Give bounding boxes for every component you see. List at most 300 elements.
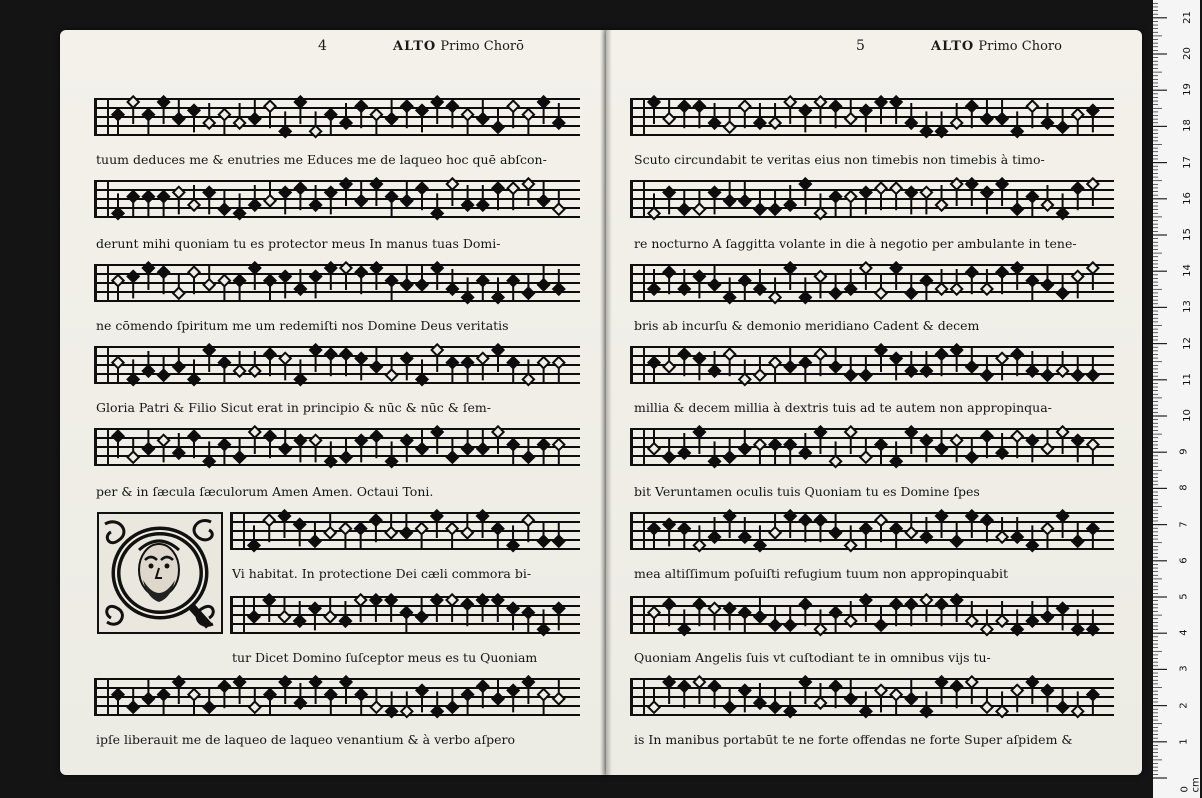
music-staff: [96, 264, 580, 302]
music-note: [694, 101, 705, 129]
music-note: [385, 513, 396, 539]
music-note: [416, 597, 427, 623]
music-note: [1027, 435, 1038, 463]
music-note: [264, 594, 275, 622]
music-note: [709, 603, 720, 631]
music-note: [860, 355, 871, 381]
music-note: [1072, 271, 1083, 299]
music-note: [1072, 609, 1083, 635]
lyric-line: bit Veruntamen oculis tuis Quoniam tu es Domine ſpes: [634, 484, 980, 499]
music-note: [340, 103, 351, 129]
music-note: [204, 103, 215, 129]
music-note: [477, 681, 488, 709]
music-note: [446, 594, 457, 622]
ruler-number: 0 cm: [1179, 777, 1202, 793]
music-note: [875, 273, 886, 299]
music-note: [996, 267, 1007, 295]
music-note: [249, 426, 260, 454]
music-note: [996, 691, 1007, 717]
music-note: [538, 439, 549, 466]
music-note: [1087, 355, 1098, 381]
music-note: [966, 510, 977, 538]
music-note: [1042, 355, 1053, 381]
music-note: [492, 426, 503, 454]
music-note: [431, 594, 442, 622]
music-note: [310, 435, 321, 463]
music-note: [416, 265, 427, 291]
music-note: [280, 187, 291, 215]
music-note: [906, 679, 917, 705]
music-note: [906, 103, 917, 129]
music-note: [295, 359, 306, 385]
music-note: [401, 101, 412, 129]
music-note: [462, 599, 473, 627]
music-note: [234, 676, 245, 704]
music-note: [294, 601, 305, 627]
music-note: [754, 439, 765, 466]
music-note: [663, 676, 674, 704]
music-note: [936, 676, 947, 704]
music-note: [416, 685, 427, 713]
music-note: [279, 510, 290, 538]
music-note: [739, 181, 750, 207]
music-note: [492, 679, 503, 705]
right-page-number: 5: [856, 38, 865, 54]
music-note: [936, 111, 947, 137]
music-note: [325, 109, 336, 136]
music-note: [1087, 609, 1098, 635]
music-note: [295, 183, 306, 211]
music-note: [249, 687, 260, 713]
music-note: [694, 599, 705, 627]
music-note: [325, 597, 336, 623]
music-note: [432, 193, 443, 219]
ruler-number: 2: [1178, 701, 1190, 709]
music-note: [462, 429, 473, 455]
music-note: [739, 429, 750, 455]
music-note: [401, 513, 412, 539]
music-note: [173, 676, 184, 704]
music-note: [128, 687, 139, 713]
music-note: [860, 105, 871, 133]
music-note: [340, 523, 351, 550]
music-note: [386, 441, 397, 467]
music-note: [981, 355, 992, 381]
music-note: [800, 676, 811, 704]
music-note: [830, 347, 841, 373]
music-note: [447, 437, 458, 463]
music-note: [1057, 273, 1068, 299]
music-note: [325, 513, 336, 539]
music-note: [356, 101, 367, 129]
music-note: [158, 355, 169, 381]
lyric-line: Gloria Patri & Filio Sicut erat in principio & nūc & nūc & ſem-: [96, 400, 491, 415]
music-note: [371, 347, 382, 373]
music-note: [830, 101, 841, 129]
lyric-line: derunt mihi quoniam tu es protector meus In manus tuas Domi-: [96, 236, 501, 251]
music-note: [1057, 193, 1068, 219]
music-note: [754, 597, 765, 623]
music-note: [890, 183, 901, 211]
music-note: [769, 513, 780, 539]
music-note: [355, 523, 366, 550]
music-note: [477, 353, 488, 381]
music-note: [1042, 103, 1053, 129]
music-note: [724, 437, 735, 463]
music-staff: [96, 346, 580, 384]
music-note: [401, 607, 412, 634]
music-note: [951, 178, 962, 206]
music-note: [875, 685, 886, 713]
music-note: [739, 517, 750, 543]
music-note: [219, 275, 230, 302]
music-note: [280, 271, 291, 299]
music-note: [815, 349, 826, 377]
music-note: [845, 99, 856, 125]
music-note: [248, 525, 259, 551]
music-note: [112, 357, 123, 384]
music-note: [709, 351, 720, 377]
music-note: [234, 103, 245, 129]
music-note: [769, 439, 780, 466]
music-note: [553, 269, 564, 295]
music-note: [401, 265, 412, 291]
music-note: [1027, 351, 1038, 377]
music-note: [340, 601, 351, 627]
music-note: [754, 189, 765, 215]
music-note: [845, 601, 856, 627]
music-note: [386, 691, 397, 717]
music-note: [1072, 521, 1083, 547]
music-note: [508, 101, 519, 129]
music-note: [1042, 523, 1053, 550]
music-note: [724, 603, 735, 631]
music-note: [280, 676, 291, 704]
music-staff: [96, 428, 580, 466]
music-note: [890, 262, 901, 290]
ruler-number: 8: [1178, 484, 1190, 492]
music-note: [128, 437, 139, 463]
ruler-number: 16: [1181, 191, 1193, 205]
music-note: [462, 357, 473, 384]
music-note: [462, 185, 473, 211]
music-note: [1087, 105, 1098, 133]
music-note: [128, 359, 139, 385]
music-note: [310, 344, 321, 372]
music-note: [204, 187, 215, 215]
music-note: [906, 351, 917, 377]
music-note: [769, 605, 780, 631]
music-note: [523, 437, 534, 463]
music-note: [219, 357, 230, 384]
music-note: [188, 689, 199, 716]
music-note: [800, 277, 811, 303]
music-note: [845, 679, 856, 705]
music-note: [648, 687, 659, 713]
music-note: [477, 594, 488, 622]
music-note: [112, 109, 123, 136]
music-note: [860, 262, 871, 290]
music-note: [724, 687, 735, 713]
music-note: [264, 275, 275, 302]
music-note: [340, 676, 351, 704]
music-note: [679, 609, 690, 635]
music-note: [325, 262, 336, 290]
music-note: [188, 267, 199, 295]
music-staff: [632, 512, 1114, 550]
lyric-line: per & in ſæcula ſæculorum Amen Amen. Octaui Toni.: [96, 484, 434, 499]
music-note: [325, 689, 336, 716]
music-note: [951, 594, 962, 622]
ruler-number: 17: [1181, 155, 1193, 169]
music-note: [219, 109, 230, 136]
music-note: [648, 96, 659, 124]
music-note: [981, 609, 992, 635]
music-note: [219, 189, 230, 215]
music-note: [663, 347, 674, 373]
music-note: [508, 685, 519, 713]
music-note: [890, 353, 901, 381]
music-note: [890, 689, 901, 716]
music-note: [981, 99, 992, 125]
music-note: [416, 105, 427, 133]
ruler-number: 19: [1181, 83, 1193, 97]
music-note: [538, 265, 549, 291]
music-note: [648, 607, 659, 634]
music-note: [785, 347, 796, 373]
music-note: [204, 687, 215, 713]
music-note: [1072, 183, 1083, 211]
music-note: [754, 683, 765, 709]
music-note: [523, 273, 534, 299]
music-note: [709, 265, 720, 291]
music-note: [724, 181, 735, 207]
music-note: [800, 105, 811, 133]
music-note: [234, 275, 245, 302]
music-note: [477, 510, 488, 538]
music-note: [264, 181, 275, 207]
music-note: [553, 103, 564, 129]
music-note: [830, 273, 841, 299]
music-note: [1087, 523, 1098, 550]
music-note: [981, 515, 992, 543]
music-note: [966, 676, 977, 704]
music-note: [416, 523, 427, 550]
music-note: [1057, 107, 1068, 133]
music-note: [447, 101, 458, 129]
music-note: [951, 521, 962, 547]
music-note: [309, 521, 320, 547]
music-note: [966, 178, 977, 206]
music-note: [709, 187, 720, 215]
music-note: [492, 277, 503, 303]
music-note: [694, 426, 705, 454]
music-note: [294, 519, 305, 547]
music-note: [553, 521, 564, 547]
music-note: [769, 357, 780, 384]
music-note: [158, 435, 169, 463]
music-note: [325, 441, 336, 467]
music-note: [462, 513, 473, 539]
music-note: [996, 353, 1007, 381]
music-note: [785, 605, 796, 631]
music-note: [523, 109, 534, 136]
music-note: [204, 344, 215, 372]
music-note: [477, 429, 488, 455]
music-note: [875, 605, 886, 631]
music-note: [921, 187, 932, 215]
music-note: [1087, 178, 1098, 206]
music-note: [694, 676, 705, 704]
music-note: [709, 517, 720, 543]
music-note: [815, 426, 826, 454]
music-note: [936, 599, 947, 627]
music-note: [432, 344, 443, 372]
music-note: [508, 275, 519, 302]
music-note: [462, 109, 473, 136]
music-note: [679, 101, 690, 129]
music-note: [648, 523, 659, 550]
music-note: [158, 96, 169, 124]
left-page-number: 4: [318, 38, 327, 54]
music-note: [830, 441, 841, 467]
music-note: [280, 353, 291, 381]
ruler-number: 12: [1181, 336, 1193, 350]
music-note: [234, 193, 245, 219]
music-note: [860, 594, 871, 622]
music-note: [356, 435, 367, 463]
music-note: [951, 344, 962, 372]
music-note: [906, 187, 917, 215]
music-note: [966, 267, 977, 295]
music-note: [1042, 185, 1053, 211]
ruler-number: 1: [1178, 738, 1190, 745]
music-note: [936, 185, 947, 211]
music-note: [431, 510, 442, 538]
music-note: [340, 178, 351, 206]
ruler-number: 11: [1181, 372, 1193, 386]
music-note: [648, 357, 659, 384]
lyric-line: ne cōmendo ſpiritum me um redemiſti nos Domine Deus veritatis: [96, 318, 509, 333]
music-note: [325, 349, 336, 377]
music-note: [1012, 517, 1023, 543]
music-note: [1072, 435, 1083, 463]
music-note: [553, 679, 564, 705]
music-note: [936, 429, 947, 455]
music-note: [679, 523, 690, 550]
music-note: [663, 437, 674, 463]
music-note: [538, 357, 549, 384]
music-note: [371, 431, 382, 459]
music-note: [1027, 191, 1038, 218]
music-note: [507, 525, 518, 551]
music-note: [173, 273, 184, 299]
music-note: [295, 683, 306, 709]
music-note: [249, 262, 260, 290]
music-note: [1012, 685, 1023, 713]
music-note: [815, 683, 826, 709]
music-note: [356, 267, 367, 295]
music-note: [921, 111, 932, 137]
music-staff: [632, 180, 1114, 218]
music-note: [523, 676, 534, 704]
music-note: [679, 189, 690, 215]
music-note: [679, 269, 690, 295]
music-note: [890, 441, 901, 467]
music-note: [785, 439, 796, 466]
music-note: [477, 275, 488, 302]
music-note: [385, 594, 396, 622]
music-note: [860, 437, 871, 463]
music-note: [1027, 101, 1038, 129]
music-note: [295, 435, 306, 463]
music-note: [340, 437, 351, 463]
music-note: [173, 433, 184, 459]
music-note: [264, 515, 275, 543]
music-note: [951, 103, 962, 129]
music-note: [492, 183, 503, 211]
music-note: [769, 189, 780, 215]
music-note: [996, 601, 1007, 627]
music-note: [951, 681, 962, 709]
music-note: [921, 275, 932, 302]
music-note: [709, 441, 720, 467]
ruler-number: 6: [1178, 557, 1190, 564]
right-choir-name: Primo Choro: [978, 39, 1062, 54]
music-note: [921, 594, 932, 622]
music-note: [709, 681, 720, 709]
music-note: [845, 355, 856, 381]
music-note: [663, 599, 674, 627]
music-note: [310, 111, 321, 137]
left-choir-name: Primo Chorō: [440, 39, 524, 54]
music-note: [462, 689, 473, 716]
music-note: [830, 513, 841, 539]
music-note: [508, 183, 519, 211]
music-note: [538, 96, 549, 124]
music-note: [860, 523, 871, 550]
lyric-line: millia & decem millia à dextris tuis ad te autem non appropinqua-: [634, 400, 1052, 415]
music-note: [1057, 426, 1068, 454]
music-note: [219, 681, 230, 709]
music-note: [754, 355, 765, 381]
music-note: [890, 523, 901, 550]
music-note: [921, 691, 932, 717]
music-note: [966, 437, 977, 463]
music-note: [538, 181, 549, 207]
music-staff: [96, 180, 580, 218]
music-note: [204, 265, 215, 291]
music-note: [845, 426, 856, 454]
ruler-number: 7: [1178, 520, 1190, 528]
ruler-number: 14: [1181, 264, 1193, 278]
lyric-line: re nocturno A ſaggitta volante in die à negotio per ambulante in tene-: [634, 236, 1077, 251]
music-note: [158, 267, 169, 295]
music-note: [966, 601, 977, 627]
ruler-number: 5: [1178, 593, 1190, 600]
music-note: [815, 193, 826, 219]
lyric-line: ipſe liberauit me de laqueo de laqueo venantium & à verbo aſpero: [96, 732, 515, 747]
music-note: [800, 178, 811, 206]
music-note: [936, 269, 947, 295]
music-note: [538, 521, 549, 547]
music-note: [492, 344, 503, 372]
music-note: [1057, 603, 1068, 631]
music-note: [447, 178, 458, 206]
music-note: [875, 344, 886, 372]
music-note: [264, 101, 275, 129]
music-note: [447, 687, 458, 713]
